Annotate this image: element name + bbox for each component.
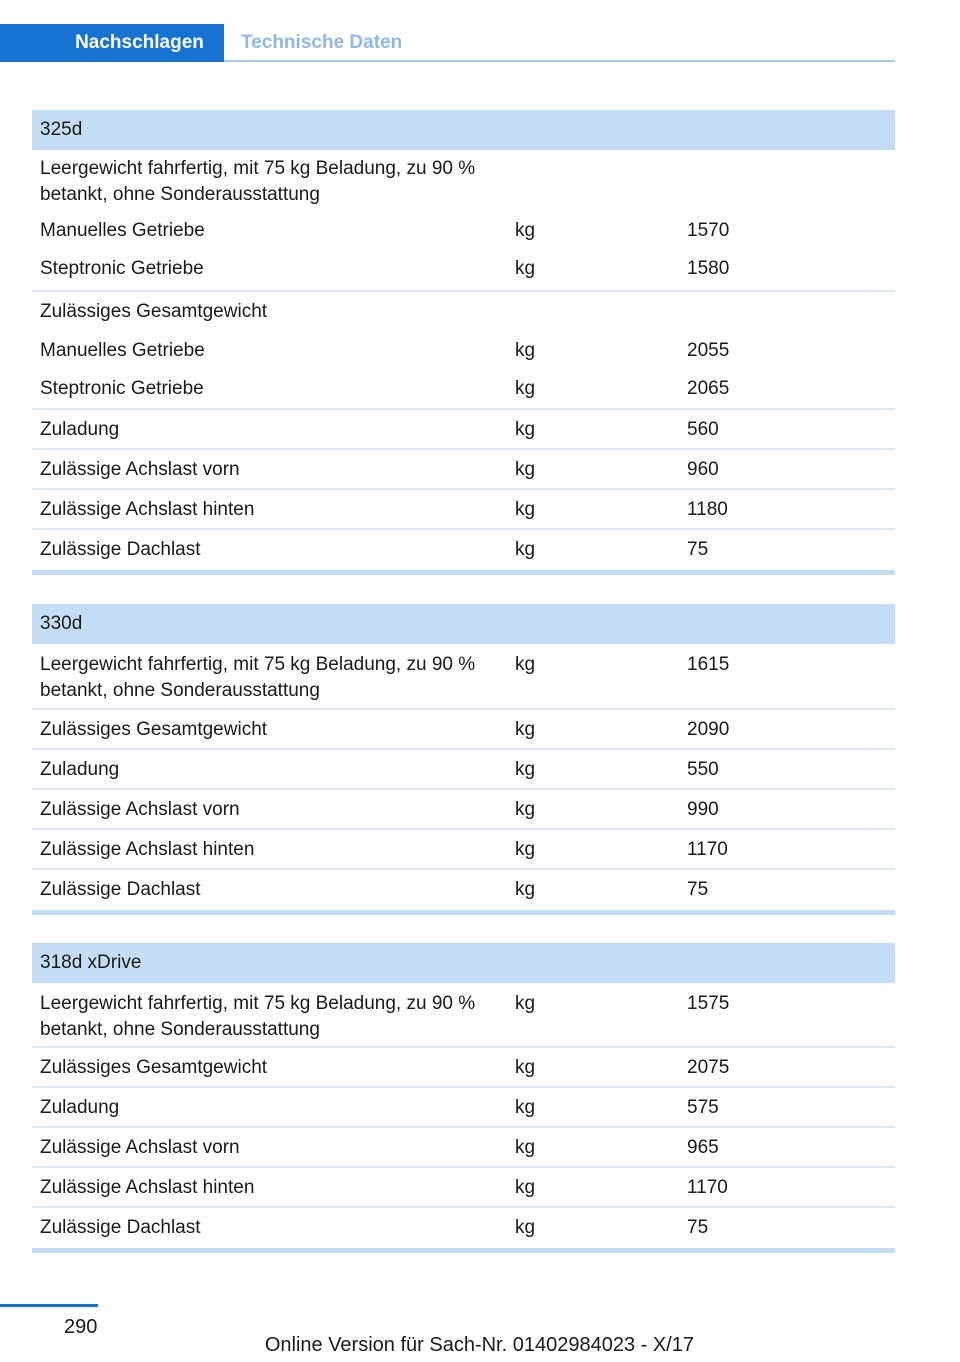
row-unit: kg (515, 340, 536, 361)
table-row (32, 983, 895, 1048)
row-unit: kg (515, 539, 536, 560)
row-unit: kg (515, 1137, 536, 1158)
row-value: 960 (687, 459, 719, 480)
table-row (32, 1128, 895, 1168)
row-value: 75 (687, 539, 709, 560)
table-row (32, 644, 895, 710)
table-row (32, 1208, 895, 1248)
row-value: 2090 (687, 719, 730, 740)
table-row (32, 331, 895, 370)
row-label: Zuladung (40, 419, 120, 440)
row-label: Zulässige Achslast hinten (40, 1177, 255, 1198)
row-label: Steptronic Getriebe (40, 258, 204, 279)
table-row (32, 212, 895, 250)
table-row (32, 830, 895, 870)
row-unit: kg (515, 1177, 536, 1198)
row-unit: kg (515, 459, 536, 480)
row-label: Zulässiges Gesamtgewicht (40, 1057, 268, 1078)
section-end-rule (32, 570, 895, 575)
row-unit: kg (515, 1217, 536, 1238)
table-row (32, 1048, 895, 1088)
table-row (32, 1168, 895, 1208)
row-value: 990 (687, 799, 719, 820)
section-end-rule (32, 1248, 895, 1253)
header-tabs (0, 24, 895, 62)
row-label: Leergewicht fahrfertig, mit 75 kg Beladung, zu 90 % betankt, ohne Sonderausstattung (40, 158, 476, 205)
footer-accent-line (0, 1304, 98, 1307)
table-row (32, 370, 895, 410)
row-unit: kg (515, 1057, 536, 1078)
row-value: 965 (687, 1137, 719, 1158)
row-value: 575 (687, 1097, 719, 1118)
row-unit: kg (515, 879, 536, 900)
table-row (32, 750, 895, 790)
row-value: 1170 (687, 1177, 728, 1198)
table-row (32, 790, 895, 830)
table-row (32, 450, 895, 490)
tab-technische-daten[interactable]: Technische Daten (241, 32, 403, 53)
row-unit: kg (515, 799, 536, 820)
row-value: 1575 (687, 993, 730, 1014)
row-label: Zulässiges Gesamtgewicht (40, 301, 268, 322)
row-value: 75 (687, 879, 709, 900)
row-unit: kg (515, 654, 536, 675)
row-label: Zulässige Achslast hinten (40, 499, 255, 520)
row-value: 550 (687, 759, 719, 780)
row-unit: kg (515, 258, 536, 279)
section-title: 325d (32, 110, 895, 150)
row-label: Zulässige Dachlast (40, 879, 201, 900)
page-number: 290 (64, 1316, 98, 1338)
row-unit: kg (515, 499, 536, 520)
row-value: 1180 (687, 499, 728, 520)
section-title: 318d xDrive (32, 943, 895, 983)
row-label: Zuladung (40, 1097, 120, 1118)
row-label: Steptronic Getriebe (40, 378, 204, 399)
row-unit: kg (515, 993, 536, 1014)
row-label: Leergewicht fahrfertig, mit 75 kg Beladung, zu 90 % betankt, ohne Sonderausstattung (40, 654, 476, 701)
section-end-rule (32, 910, 895, 915)
row-value: 75 (687, 1217, 709, 1238)
table-row (32, 710, 895, 750)
tab-underline (224, 60, 895, 62)
table-row (32, 410, 895, 450)
row-label: Manuelles Getriebe (40, 340, 205, 361)
row-label: Zuladung (40, 759, 120, 780)
row-unit: kg (515, 839, 536, 860)
table-row (32, 292, 895, 331)
table-row (32, 870, 895, 910)
table-row (32, 490, 895, 530)
tab-nachschlagen[interactable]: Nachschlagen (0, 24, 224, 62)
row-label: Zulässige Achslast vorn (40, 459, 240, 480)
online-version-note: Online Version für Sach-Nr. 01402984023 - X/17 (264, 1334, 694, 1356)
row-unit: kg (515, 719, 536, 740)
section-325d (32, 110, 895, 575)
row-value: 1580 (687, 258, 730, 279)
row-label: Zulässige Achslast hinten (40, 839, 255, 860)
row-label: Zulässige Dachlast (40, 539, 201, 560)
table-row (32, 1088, 895, 1128)
row-unit: kg (515, 759, 536, 780)
row-label: Zulässige Achslast vorn (40, 1137, 240, 1158)
row-value: 1570 (687, 220, 730, 241)
row-label: Manuelles Getriebe (40, 220, 205, 241)
section-title: 330d (32, 604, 895, 644)
row-unit: kg (515, 419, 536, 440)
table-row (32, 530, 895, 570)
row-label: Zulässige Achslast vorn (40, 799, 240, 820)
row-unit: kg (515, 1097, 536, 1118)
row-unit: kg (515, 378, 536, 399)
row-value: 2055 (687, 340, 730, 361)
row-label: Zulässige Dachlast (40, 1217, 201, 1238)
section-330d (32, 604, 895, 915)
row-value: 560 (687, 419, 719, 440)
row-label: Leergewicht fahrfertig, mit 75 kg Beladung, zu 90 % betankt, ohne Sonderausstattung (40, 993, 476, 1040)
row-value: 2065 (687, 378, 730, 399)
section-318d-xdrive (32, 943, 895, 1253)
row-value: 1170 (687, 839, 728, 860)
table-row (32, 250, 895, 292)
row-value: 2075 (687, 1057, 730, 1078)
row-label: Zulässiges Gesamtgewicht (40, 719, 268, 740)
row-value: 1615 (687, 654, 730, 675)
table-row (32, 150, 895, 212)
row-unit: kg (515, 220, 536, 241)
